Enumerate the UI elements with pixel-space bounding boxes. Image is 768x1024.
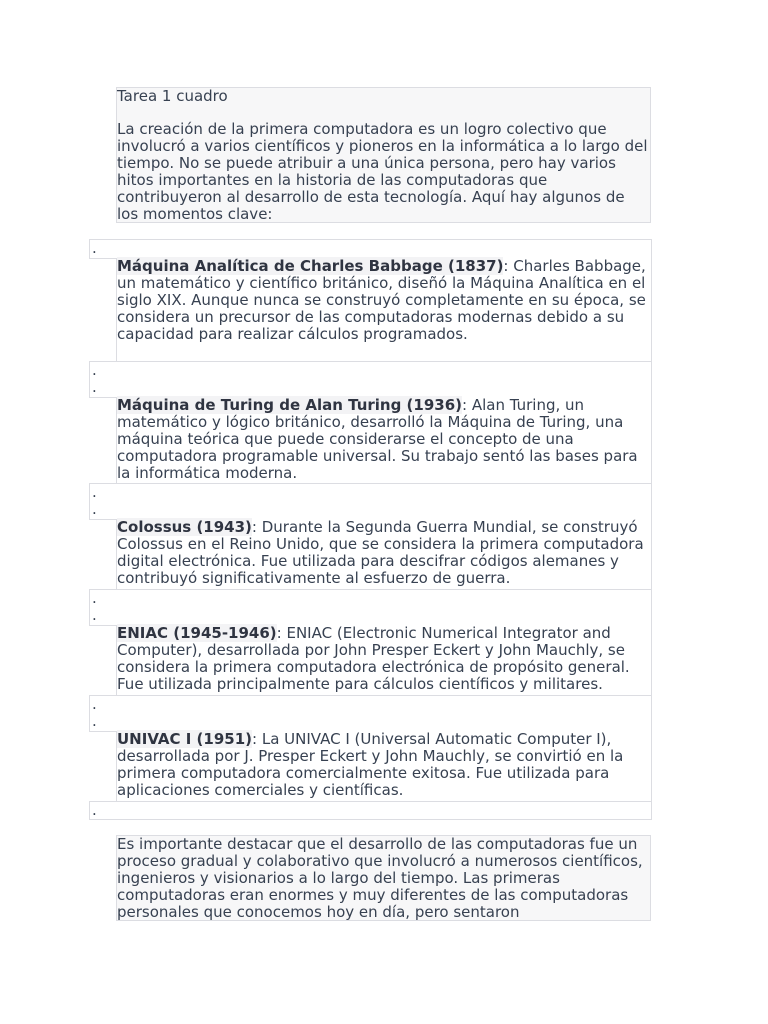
- conclusion-block: [116, 835, 651, 921]
- intro-block: [116, 87, 651, 223]
- list-item: [116, 397, 652, 483]
- conclusion-paragraph: Es importante destacar que el desarrollo de las computadoras fue un proceso gradual y colaborativo que involucró a numerosos científicos, ingenieros y visionarios a lo largo del tiempo. Las primeras computadoras eran enormes y muy diferentes de las computadoras personales que conocemos hoy en día, pero sentaron: [117, 835, 643, 921]
- item-heading: UNIVAC I (1951): [117, 730, 253, 748]
- bullet-row: [89, 589, 652, 626]
- bullet-row: [89, 239, 652, 259]
- bullet-row: [89, 483, 652, 520]
- list-item: [116, 625, 652, 695]
- list-item: [116, 519, 652, 589]
- item-heading: ENIAC (1945-1946): [117, 624, 277, 642]
- intro-paragraph: La creación de la primera computadora es un logro colectivo que involucró a varios científicos y pioneros en la informática a lo largo del tiempo. No se puede atribuir a una única persona, pero hay varios hitos importantes en la historia de las computadoras que contribuyeron al desarrollo de esta tecnología. Aquí hay algunos de los momentos clave:: [117, 120, 648, 223]
- bullet-dot: .: [92, 378, 97, 396]
- bullet-dot: .: [92, 606, 97, 624]
- bullet-row: [89, 361, 652, 398]
- bullet-dot: .: [92, 589, 97, 607]
- bullet-dot: .: [92, 239, 97, 257]
- item-text: : ENIAC (Electronic Numerical Integrator and Computer), desarrollada por John Presper Eckert y John Mauchly, se considera la primera computadora electrónica de propósito general. Fue utilizada principalmente para cálculos científicos y militares.: [117, 624, 630, 693]
- bullet-dot: .: [92, 483, 97, 501]
- list-item: [116, 258, 652, 361]
- bullet-dot: .: [92, 500, 97, 518]
- bullet-row: [89, 695, 652, 732]
- item-heading: Máquina de Turing de Alan Turing (1936): [117, 396, 463, 414]
- item-text: : Charles Babbage, un matemático y científico británico, diseñó la Máquina Analítica en el siglo XIX. Aunque nunca se construyó completamente en su época, se considera un precursor de las computadoras modernas debido a su capacidad para realizar cálculos programados.: [117, 257, 646, 343]
- item-heading: Máquina Analítica de Charles Babbage (1837): [117, 257, 504, 275]
- document-title: Tarea 1 cuadro: [117, 87, 228, 105]
- bullet-dot: .: [92, 695, 97, 713]
- bullet-dot: .: [92, 712, 97, 730]
- item-text: : Durante la Segunda Guerra Mundial, se construyó Colossus en el Reino Unido, que se considera la primera computadora digital electrónica. Fue utilizada para descifrar códigos alemanes y contribuyó significativamente al esfuerzo de guerra.: [117, 518, 644, 587]
- bullet-dot: .: [92, 801, 97, 819]
- item-heading: Colossus (1943): [117, 518, 252, 536]
- bullet-dot: .: [92, 361, 97, 379]
- bullet-row: [89, 801, 652, 820]
- list-item: [116, 731, 652, 801]
- item-text: : Alan Turing, un matemático y lógico británico, desarrolló la Máquina de Turing, una máquina teórica que puede considerarse el concepto de una computadora programable universal. Su trabajo sentó las bases para la informática moderna.: [117, 396, 638, 482]
- item-text: : La UNIVAC I (Universal Automatic Computer I), desarrollada por J. Presper Eckert y John Mauchly, se convirtió en la primera computadora comercialmente exitosa. Fue utilizada para aplicaciones comerciales y científicas.: [117, 730, 624, 799]
